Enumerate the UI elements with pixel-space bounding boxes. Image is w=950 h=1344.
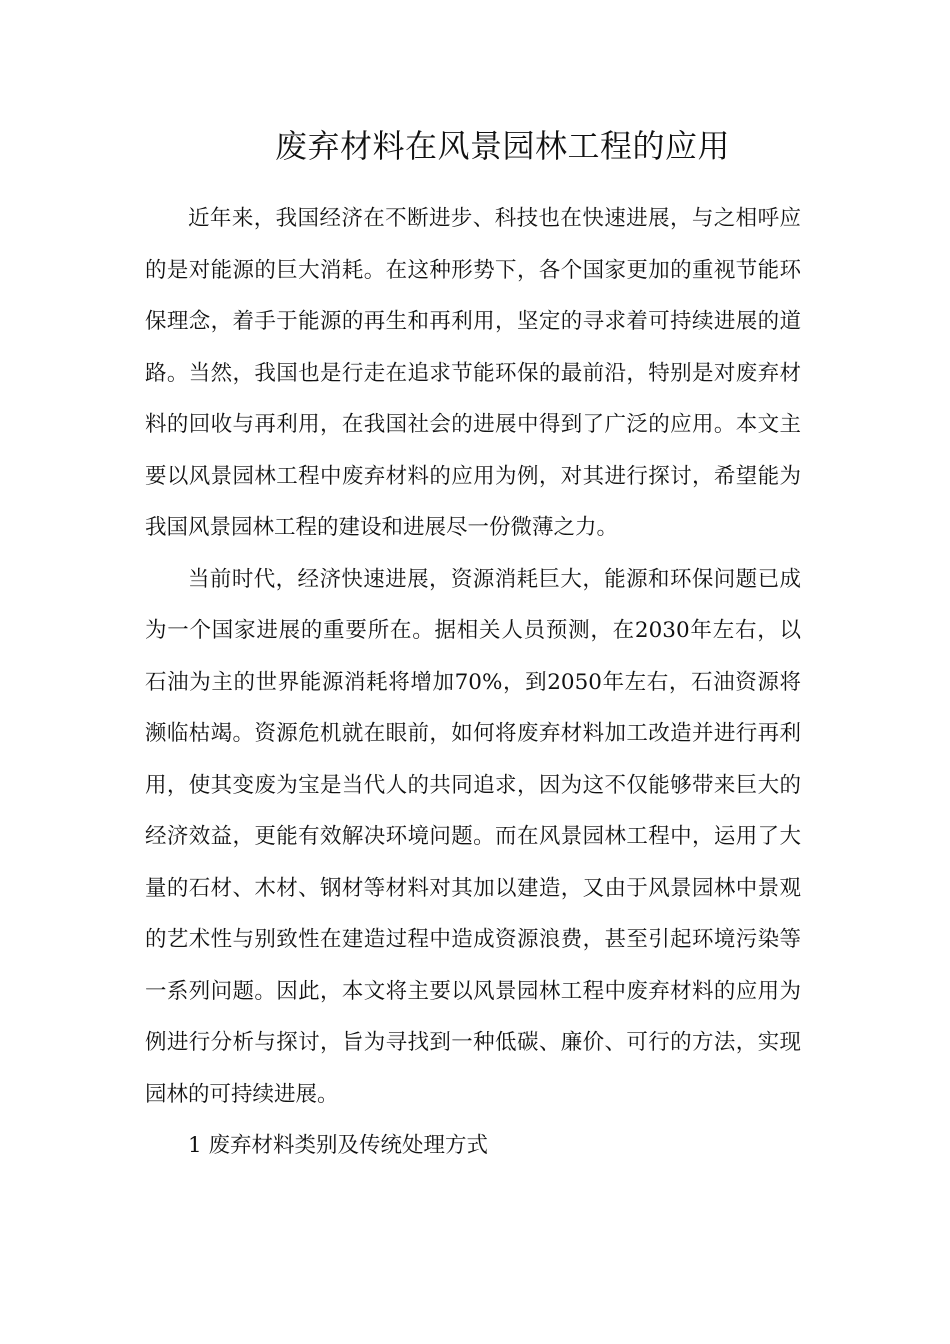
section-heading: 1 废弃材料类别及传统处理方式: [188, 1133, 489, 1158]
document-body: [145, 193, 801, 1172]
paragraph-intro: 近年来，我国经济在不断进步、科技也在快速进展，与之相呼应的是对能源的巨大消耗。在这种形势下，各个国家更加的重视节能环保理念，着手于能源的再生和再利用，坚定的寻求着可持续进展的道路。当然，我国也是行走在追求节能环保的最前沿，特别是对废弃材料的回收与再利用，在我国社会的进展中得到了广泛的应用。本文主要以风景园林工程中废弃材料的应用为例，对其进行探讨，希望能为我国风景园林工程的建设和进展尽一份微薄之力。: [145, 206, 801, 540]
paragraph-background: 当前时代，经济快速进展，资源消耗巨大，能源和环保问题已成为一个国家进展的重要所在。据相关人员预测，在2030年左右，以石油为主的世界能源消耗将增加70%，到2050年左右，石油资源将濒临枯竭。资源危机就在眼前，如何将废弃材料加工改造并进行再利用，使其变废为宝是当代人的共同追求，因为这不仅能够带来巨大的经济效益，更能有效解决环境问题。而在风景园林工程中，运用了大量的石材、木材、钢材等材料对其加以建造，又由于风景园林中景观的艺术性与别致性在建造过程中造成资源浪费，甚至引起环境污染等一系列问题。因此，本文将主要以风景园林工程中废弃材料的应用为例进行分析与探讨，旨为寻找到一种低碳、廉价、可行的方法，实现园林的可持续进展。: [145, 566, 801, 1107]
document-title: 废弃材料在风景园林工程的应用: [274, 127, 730, 165]
